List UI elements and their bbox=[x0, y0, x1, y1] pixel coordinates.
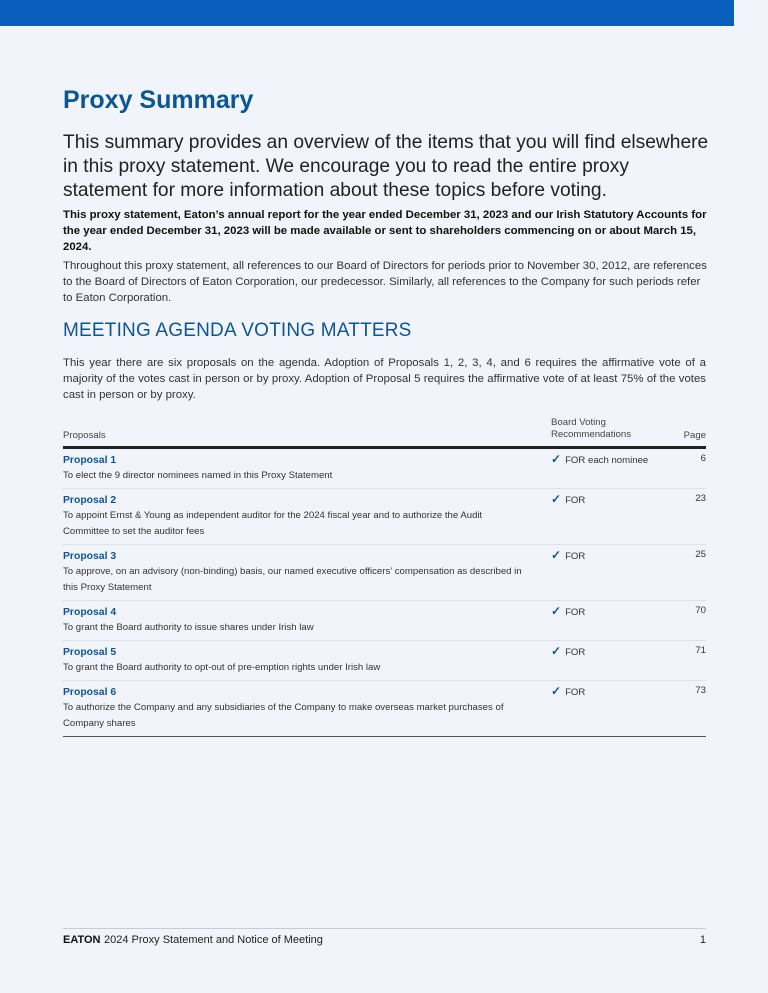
availability-notice: This proxy statement, Eaton’s annual report for the year ended December 31, 2023 and our Irish Statutory Accounts for the year ended December 31, 2023 will be made available or sent to shareholders commencing on or about March 15, 2024. bbox=[63, 209, 707, 253]
page-number: 71 bbox=[695, 645, 706, 656]
table-row bbox=[63, 489, 706, 545]
checkmark-icon: ✓ bbox=[551, 492, 562, 506]
footer-page-number: 1 bbox=[699, 934, 706, 946]
recommendation-text: FOR each nominee bbox=[565, 455, 649, 466]
page-number: 73 bbox=[695, 685, 706, 696]
page-number: 70 bbox=[695, 605, 706, 616]
references-note: Throughout this proxy statement, all references to our Board of Directors for periods prior to November 30, 2012, are references to the Board of Directors of Eaton Corporation, our predecessor. Similarly, all references to the Company for such periods refer to Eaton Corporation. bbox=[63, 260, 707, 304]
checkmark-icon: ✓ bbox=[551, 684, 562, 698]
proposal-title: Proposal 5 bbox=[63, 647, 117, 658]
section-heading: MEETING AGENDA VOTING MATTERS bbox=[63, 320, 412, 341]
recommendation bbox=[551, 452, 648, 466]
checkmark-icon: ✓ bbox=[551, 644, 562, 658]
footer-divider bbox=[63, 928, 706, 929]
proposal-description: To grant the Board authority to issue shares under Irish law bbox=[63, 622, 314, 633]
header-rec-line1: Board Voting bbox=[551, 417, 606, 428]
proposal-description: To authorize the Company and any subsidiaries of the Company to make overseas market purchases of Company shares bbox=[63, 702, 504, 729]
proposal-description: To appoint Ernst & Young as independent auditor for the 2024 fiscal year and to authorize the Audit Committee to set the auditor fees bbox=[63, 510, 483, 537]
recommendation-text: FOR bbox=[565, 607, 586, 618]
checkmark-icon: ✓ bbox=[551, 604, 562, 618]
proposal-title: Proposal 4 bbox=[63, 607, 117, 618]
proposal-description: To approve, on an advisory (non-binding) basis, our named executive officers’ compensation as described in this Proxy Statement bbox=[63, 566, 522, 593]
header-rec-line2: Recommendations bbox=[551, 429, 631, 440]
top-color-bar bbox=[0, 0, 734, 26]
header-proposals: Proposals bbox=[63, 430, 106, 441]
proposal-title: Proposal 3 bbox=[63, 551, 117, 562]
checkmark-icon: ✓ bbox=[551, 548, 562, 562]
proposal-title: Proposal 1 bbox=[63, 455, 117, 466]
page-number: 23 bbox=[695, 493, 706, 504]
table-row bbox=[63, 449, 706, 489]
proposal-title: Proposal 2 bbox=[63, 495, 117, 506]
recommendation bbox=[551, 492, 585, 506]
table-row bbox=[63, 601, 706, 641]
page-number: 25 bbox=[695, 549, 706, 560]
proposal-title: Proposal 6 bbox=[63, 687, 117, 698]
recommendation-text: FOR bbox=[565, 687, 586, 698]
table-row bbox=[63, 641, 706, 681]
proposals-table bbox=[63, 414, 706, 737]
checkmark-icon: ✓ bbox=[551, 452, 562, 466]
recommendation-text: FOR bbox=[565, 551, 586, 562]
footer-title: 2024 Proxy Statement and Notice of Meeting bbox=[104, 934, 323, 946]
table-header bbox=[63, 414, 706, 449]
table-row bbox=[63, 545, 706, 601]
recommendation bbox=[551, 548, 585, 562]
table-row bbox=[63, 681, 706, 737]
proposal-description: To elect the 9 director nominees named in this Proxy Statement bbox=[63, 470, 333, 481]
recommendation bbox=[551, 644, 585, 658]
recommendation-text: FOR bbox=[565, 647, 586, 658]
header-recommendations bbox=[551, 417, 631, 441]
agenda-description: This year there are six proposals on the agenda. Adoption of Proposals 1, 2, 3, 4, and 6 requires the affirmative vote of a majority of the votes cast in person or by proxy. Adoption of Proposal 5 requires the affirmative vote of at least 75% of the votes cast in person or by proxy. bbox=[63, 357, 706, 401]
intro-text: This summary provides an overview of the items that you will find elsewhere in this proxy statement. We encourage you to read the entire proxy statement for more information about these topics before voting. bbox=[63, 132, 709, 201]
recommendation bbox=[551, 604, 585, 618]
footer-brand: EATON bbox=[63, 934, 101, 946]
header-page: Page bbox=[683, 430, 706, 441]
page-title: Proxy Summary bbox=[63, 86, 254, 114]
recommendation bbox=[551, 684, 585, 698]
page-number: 6 bbox=[700, 453, 706, 464]
recommendation-text: FOR bbox=[565, 495, 586, 506]
proposal-description: To grant the Board authority to opt-out of pre-emption rights under Irish law bbox=[63, 662, 381, 673]
